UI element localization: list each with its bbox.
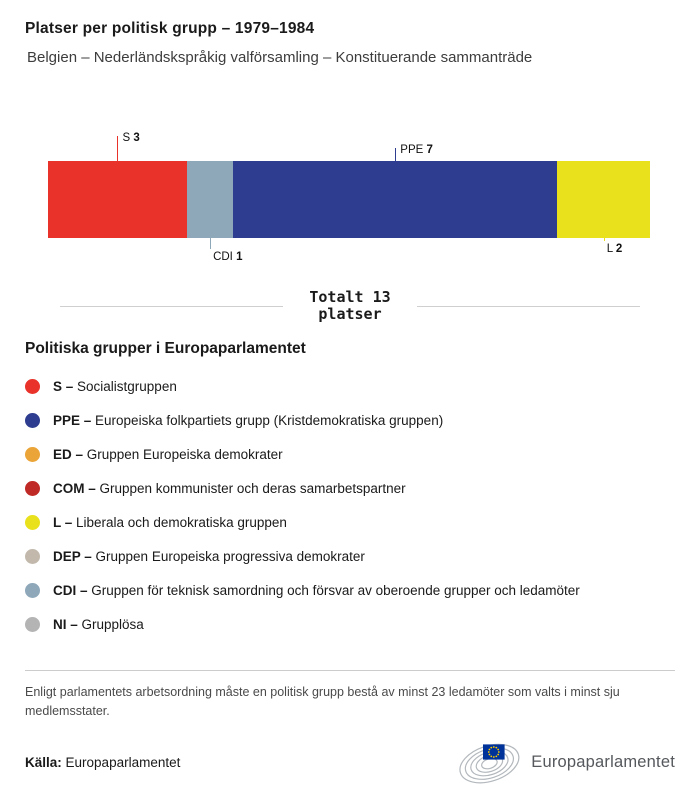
stacked-bar [48,161,650,238]
legend-item-ni [25,608,675,642]
bar-segment-s[interactable] [48,161,187,238]
total-divider-right [417,306,640,307]
legend-item-com [25,472,675,506]
bar-label-text: L 2 [606,243,623,255]
bar-segment-cdi[interactable] [187,161,233,238]
bar-label-text: CDI 1 [213,251,243,263]
legend-item-ed [25,438,675,472]
bar-label-text: S 3 [122,132,140,144]
footnote-text: Enligt parlamentets arbetsordning måste en politisk grupp bestå av minst 23 ledamöter som valts i minst sju medlemsstater. [25,684,620,718]
legend-item-cdi [25,574,675,608]
legend-dot-dep [25,549,40,564]
legend-dot-ppe [25,413,40,428]
legend-item-l [25,506,675,540]
footer [25,735,675,789]
source-line [25,755,180,770]
legend-item-s [25,370,675,404]
bar-segment-l[interactable] [557,161,650,238]
total-seats-row [60,289,640,324]
bar-label-ppe [395,144,433,161]
bar-label-text: PPE 7 [400,144,433,156]
legend-label: ED – Gruppen Europeiska demokrater [53,447,283,462]
bar-label-l [604,238,623,255]
total-seats-line1: Totalt 13 [309,288,391,306]
total-seats-label [283,289,416,324]
total-seats-line2: platser [318,305,382,324]
bar-segment-ppe[interactable] [233,161,557,238]
bar-label-cdi [210,238,242,263]
chart-header [0,0,700,66]
legend-dot-cdi [25,583,40,598]
bar-label-s [117,132,140,161]
europarl-logo-text: Europaparlamentet [531,752,675,771]
legend-label: DEP – Gruppen Europeiska progressiva demokrater [53,549,365,564]
legend-label: L – Liberala och demokratiska gruppen [53,515,287,530]
legend-dot-l [25,515,40,530]
legend-dot-ni [25,617,40,632]
chart-subtitle: Belgien – Nederländskspråkig valförsamling – Konstituerande sammanträde [27,49,533,66]
source-label: Källa: [25,754,62,770]
seats-bar-chart [48,106,650,283]
europarl-logo [443,735,675,789]
legend-label: CDI – Gruppen för teknisk samordning och försvar av oberoende grupper och ledamöter [53,583,580,598]
legend-list [25,370,675,642]
legend-dot-com [25,481,40,496]
legend-dot-ed [25,447,40,462]
source-value: Europaparlamentet [65,754,181,770]
label-tick [117,136,118,161]
legend-label: PPE – Europeiska folkpartiets grupp (Kristdemokratiska gruppen) [53,413,444,428]
europarl-hemicycle-icon [443,735,523,789]
total-divider-left [60,306,283,307]
footnote-divider [25,670,675,671]
legend-item-dep [25,540,675,574]
legend-label: NI – Grupplösa [53,617,144,632]
legend-label: COM – Gruppen kommunister och deras samarbetspartner [53,481,406,496]
legend-label: S – Socialistgruppen [53,379,177,394]
label-tick [604,238,605,241]
label-tick [395,148,396,161]
legend-dot-s [25,379,40,394]
chart-title: Platser per politisk grupp – 1979–1984 [25,20,315,37]
legend-heading: Politiska grupper i Europaparlamentet [25,339,306,357]
label-tick [210,238,211,249]
legend-item-ppe [25,404,675,438]
